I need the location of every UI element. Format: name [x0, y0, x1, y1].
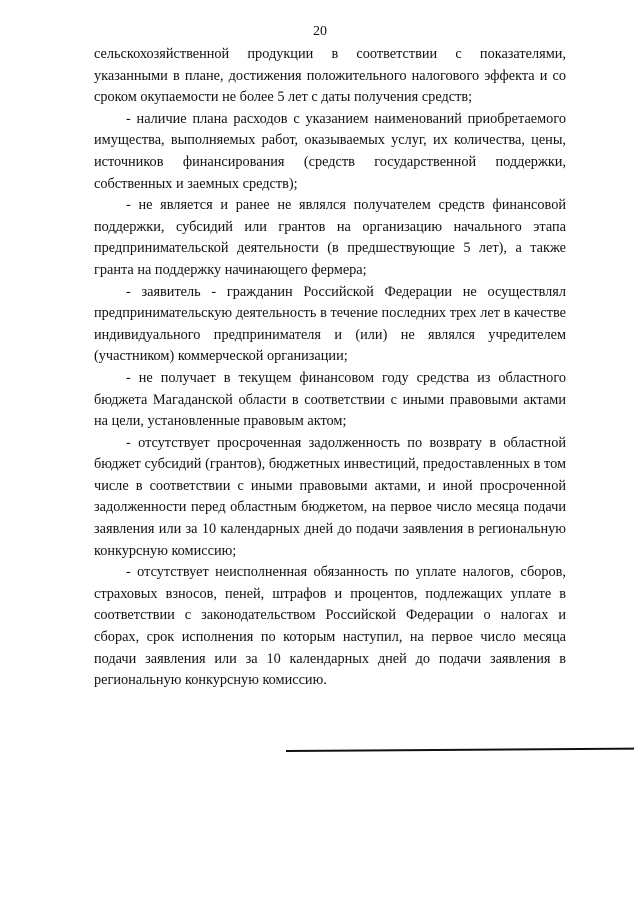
paragraph-applicant-citizen: - заявитель - гражданин Российской Федерации не осуществлял предпринимательскую деятельность в течение последних трех лет в качестве индивидуального предпринимателя и (или) не являлся учредителем (участником) коммерческой организации;	[94, 283, 566, 365]
signature-rule	[286, 748, 634, 752]
page-number: 20	[313, 24, 327, 39]
paragraph-expense-plan: - наличие плана расходов с указанием наименований приобретаемого имущества, выполняемых работ, оказываемых услуг, их количества, цены, источников финансирования (средств государственной поддержки, собственных и заемных средств);	[94, 110, 566, 192]
paragraph-no-overdue-debt: - отсутствует просроченная задолженность по возврату в областной бюджет субсидий (грантов), бюджетных инвестиций, предоставленных в том числе в соответствии с иными правовыми актами, и иной просроченной задолженности перед областным бюджетом, на первое число месяца подачи заявления или за 10 календарных дней до подачи заявления в региональную конкурсную комиссию;	[94, 434, 566, 559]
paragraph-continuation: сельскохозяйственной продукции в соответствии с показателями, указанными в плане, достижения положительного налогового эффекта и со сроком окупаемости не более 5 лет с даты получения средств;	[94, 46, 566, 106]
paragraph-no-regional-funds: - не получает в текущем финансовом году средства из областного бюджета Магаданской области в соответствии с иными правовыми актами на цели, установленные правовым актом;	[94, 369, 566, 430]
paragraph-no-tax-obligations: - отсутствует неисполненная обязанность по уплате налогов, сборов, страховых взносов, пеней, штрафов и процентов, подлежащих уплате в соответствии с законодательством Российской Федерации о налогах и сборах, срок исполнения по которым наступил, на первое число месяца подачи заявления или за 10 календарных дней до подачи заявления в региональную конкурсную комиссию.	[94, 564, 566, 689]
paragraph-no-prior-support: - не является и ранее не являлся получателем средств финансовой поддержки, субсидий или грантов на организацию начального этапа предпринимательской деятельности (в предшествующие 5 лет), а также гранта на поддержку начинающего фермера;	[94, 197, 566, 278]
document-body	[94, 44, 566, 692]
